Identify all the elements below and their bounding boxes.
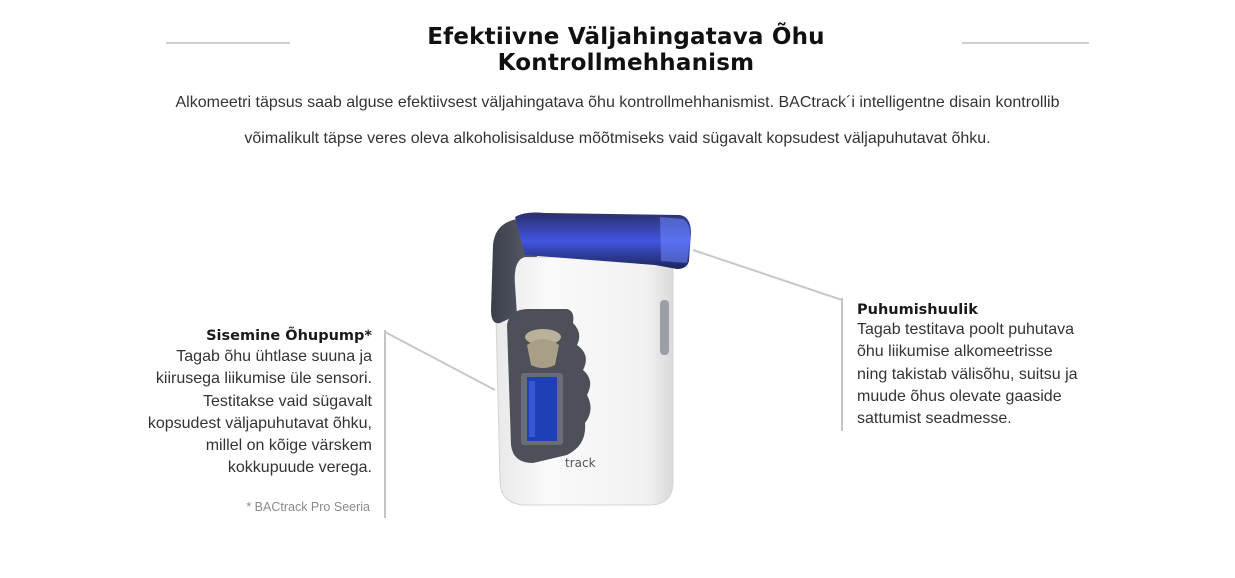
left-callout-line: kopsudest väljapuhutavat õhku,: [147, 414, 372, 432]
right-callout-line: muude õhus olevate gaaside: [857, 387, 1062, 405]
right-callout-bar: [841, 298, 843, 431]
breathalyzer-illustration: [455, 205, 715, 535]
left-callout-bar: [384, 330, 386, 518]
side-button: [660, 300, 669, 355]
right-callout-line: sattumist seadmesse.: [857, 410, 1012, 428]
left-callout-title: Sisemine Õhupump*: [206, 328, 372, 344]
device-brand-text: track: [565, 456, 596, 470]
left-callout-line: kokkupuude verega.: [227, 459, 372, 477]
left-callout: [110, 328, 372, 480]
left-callout-line: Tagab õhu ühtlase suuna ja: [176, 348, 372, 365]
left-callout-line: Testitakse vaid sügavalt: [203, 392, 372, 410]
right-callout-line: Tagab testitava poolt puhutava: [857, 321, 1075, 338]
right-callout-line: õhu liikumise alkomeetrisse: [857, 343, 1053, 361]
left-callout-line: kiirusega liikumise üle sensori.: [155, 370, 372, 388]
series-footnote: * BACtrack Pro Seeria: [246, 500, 370, 514]
intro-line-2: võimalikult täpse veres oleva alkoholisisalduse mõõtmiseks vaid sügavalt kopsudest väljapuhutavat õhku.: [244, 130, 991, 147]
left-callout-line: millel on kõige värskem: [205, 437, 372, 455]
right-callout-title: Puhumishuulik: [857, 302, 978, 318]
intro-line-1: Alkomeetri täpsus saab alguse efektiivsest väljahingatava õhu kontrollmehhanismist. BACtrack´i intelligentne disain kontrollib: [175, 94, 1060, 111]
page-title: Efektiivne Väljahingatava Õhu Kontrollmehhanism: [427, 24, 825, 76]
right-callout-line: ning takistab välisõhu, suitsu ja: [857, 365, 1078, 383]
right-callout: [857, 302, 1117, 430]
right-connector-line: [693, 250, 842, 300]
